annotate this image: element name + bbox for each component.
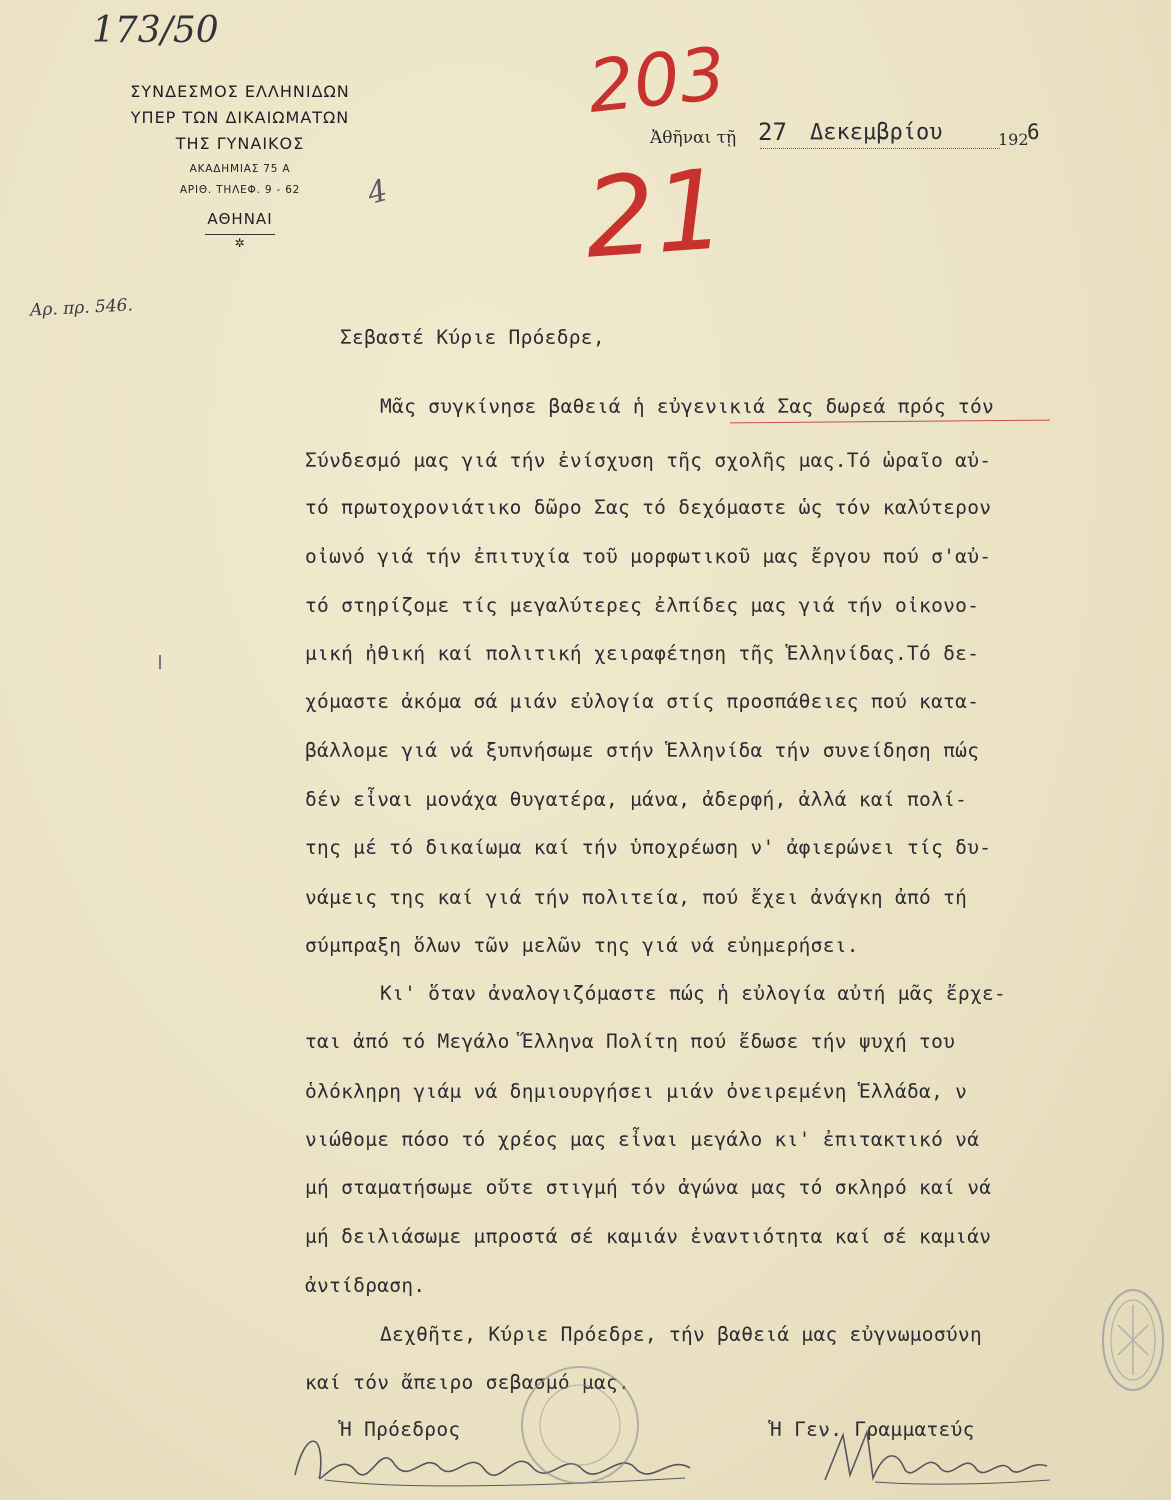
body-line: της μέ τό δικαίωμα καί τήν ὑποχρέωση ν' ἀφιερώνει τίς δυ- xyxy=(305,836,992,859)
letterhead-address: ΑΚΑΔΗΜΙΑΣ 75 Α xyxy=(189,163,291,175)
date-year-printed: 192 xyxy=(998,130,1029,149)
official-stamp xyxy=(515,1360,645,1490)
red-underline-mark xyxy=(730,420,1050,424)
body-line: βάλλομε γιά νά ξυπνήσωμε στήν Ἑλληνίδα τήν συνείδηση πώς xyxy=(305,739,980,762)
body-line: μή δειλιάσωμε μπροστά σέ καμιάν ἐναντιότητα καί σέ καμιάν xyxy=(305,1225,992,1248)
body-line: χόμαστε ἀκόμα σά μιάν εὐλογία στίς προσπάθειες πού κατα- xyxy=(305,690,980,713)
archive-seal xyxy=(1098,1285,1168,1395)
body-line: ἀντίδραση. xyxy=(305,1274,426,1297)
body-line: τό στηρίζομε τίς μεγαλύτερες ἐλπίδες μας γιά τήν οἰκονο- xyxy=(305,594,980,617)
signature-right xyxy=(815,1420,1055,1495)
body-line: τό πρωτοχρονιάτικο δῶρο Σας τό δεχόμαστε ὡς τόν καλύτερον xyxy=(305,496,992,519)
date-year-typed: 6 xyxy=(1027,120,1040,144)
body-line: νάμεις της καί γιά τήν πολιτεία, πού ἔχει ἀνάγκη ἀπό τή xyxy=(305,886,968,909)
margin-note: Αρ. πρ. 546. xyxy=(29,295,134,321)
salutation: Σεβαστέ Κύριε Πρόεδρε, xyxy=(340,326,605,349)
body-line: Κι' ὅταν ἀναλογιζόμαστε πώς ἡ εὐλογία αὐτή μᾶς ἔρχε- xyxy=(380,982,1007,1005)
letterhead-line-1: ΣΥΝΔΕΣΜΟΣ ΕΛΛΗΝΙΔΩΝ xyxy=(130,82,350,101)
ornament-icon: ✲ xyxy=(234,236,246,250)
body-line: ὁλόκληρη γιάμ νά δημιουργήσει μιάν ὀνειρεμένη Ἑλλάδα, ν xyxy=(305,1080,968,1103)
body-line: μή σταματήσωμε οὔτε στιγμή τόν ἀγώνα μας τό σκληρό καί νά xyxy=(305,1176,992,1199)
date-month: Δεκεμβρίου xyxy=(810,120,943,145)
date-prefix: Ἀθῆναι τῇ xyxy=(650,128,737,148)
letterhead-rule xyxy=(205,234,275,235)
date-dotted-line xyxy=(760,148,1000,149)
red-annotation-number-2: 21 xyxy=(580,145,730,283)
letterhead-city: ΑΘΗΝΑΙ xyxy=(207,210,273,228)
signature-title-right: Ἡ Γεν. Γραμματεύς xyxy=(770,1418,975,1441)
body-line: Σύνδεσμό μας γιά τήν ἐνίσχυση τῆς σχολῆς μας.Τό ὡραῖο αὐ- xyxy=(305,449,992,472)
date-day: 27 xyxy=(758,118,787,146)
pencil-mark: 4 xyxy=(363,173,392,212)
letterhead-phone: ΑΡΙΘ. ΤΗΛΕΦ. 9 - 62 xyxy=(179,184,301,196)
reference-number: 173/50 xyxy=(92,10,219,51)
body-line: νιώθομε πόσο τό χρέος μας εἶναι μεγάλο κι' ἐπιτακτικό νά xyxy=(305,1128,980,1151)
body-line: μική ἠθική καί πολιτική χειραφέτηση τῆς Ἑλληνίδας.Τό δε- xyxy=(305,642,980,665)
body-line: δέν εἶναι μονάχα θυγατέρα, μάνα, ἀδερφή, ἀλλά καί πολί- xyxy=(305,788,968,811)
body-line: ται ἀπό τό Μεγάλο Ἕλληνα Πολίτη πού ἔδωσε τήν ψυχή του xyxy=(305,1030,956,1053)
body-line: σύμπραξη ὅλων τῶν μελῶν της γιά νά εὐημερήσει. xyxy=(305,934,859,957)
body-line: καί τόν ἄπειρο σεβασμό μας. xyxy=(305,1371,631,1394)
letterhead-line-3: ΤΗΣ ΓΥΝΑΙΚΟΣ xyxy=(175,134,305,153)
red-annotation-number-1: 203 xyxy=(583,31,730,129)
signature-title-left: Ἡ Πρόεδρος xyxy=(340,1418,461,1441)
letterhead-line-2: ΥΠΕΡ ΤΩΝ ΔΙΚΑΙΩΜΑΤΩΝ xyxy=(130,108,350,127)
body-line: Μᾶς συγκίνησε βαθειά ἡ εὐγενικιά Σας δωρεά πρός τόν xyxy=(380,395,995,418)
body-line: Δεχθῆτε, Κύριε Πρόεδρε, τήν βαθειά μας εὐγνωμοσύνη xyxy=(380,1323,982,1346)
body-line: οἰωνό γιά τήν ἐπιτυχία τοῦ μορφωτικοῦ μας ἔργου πού σ'αὐ- xyxy=(305,545,992,568)
margin-tick xyxy=(159,655,161,669)
